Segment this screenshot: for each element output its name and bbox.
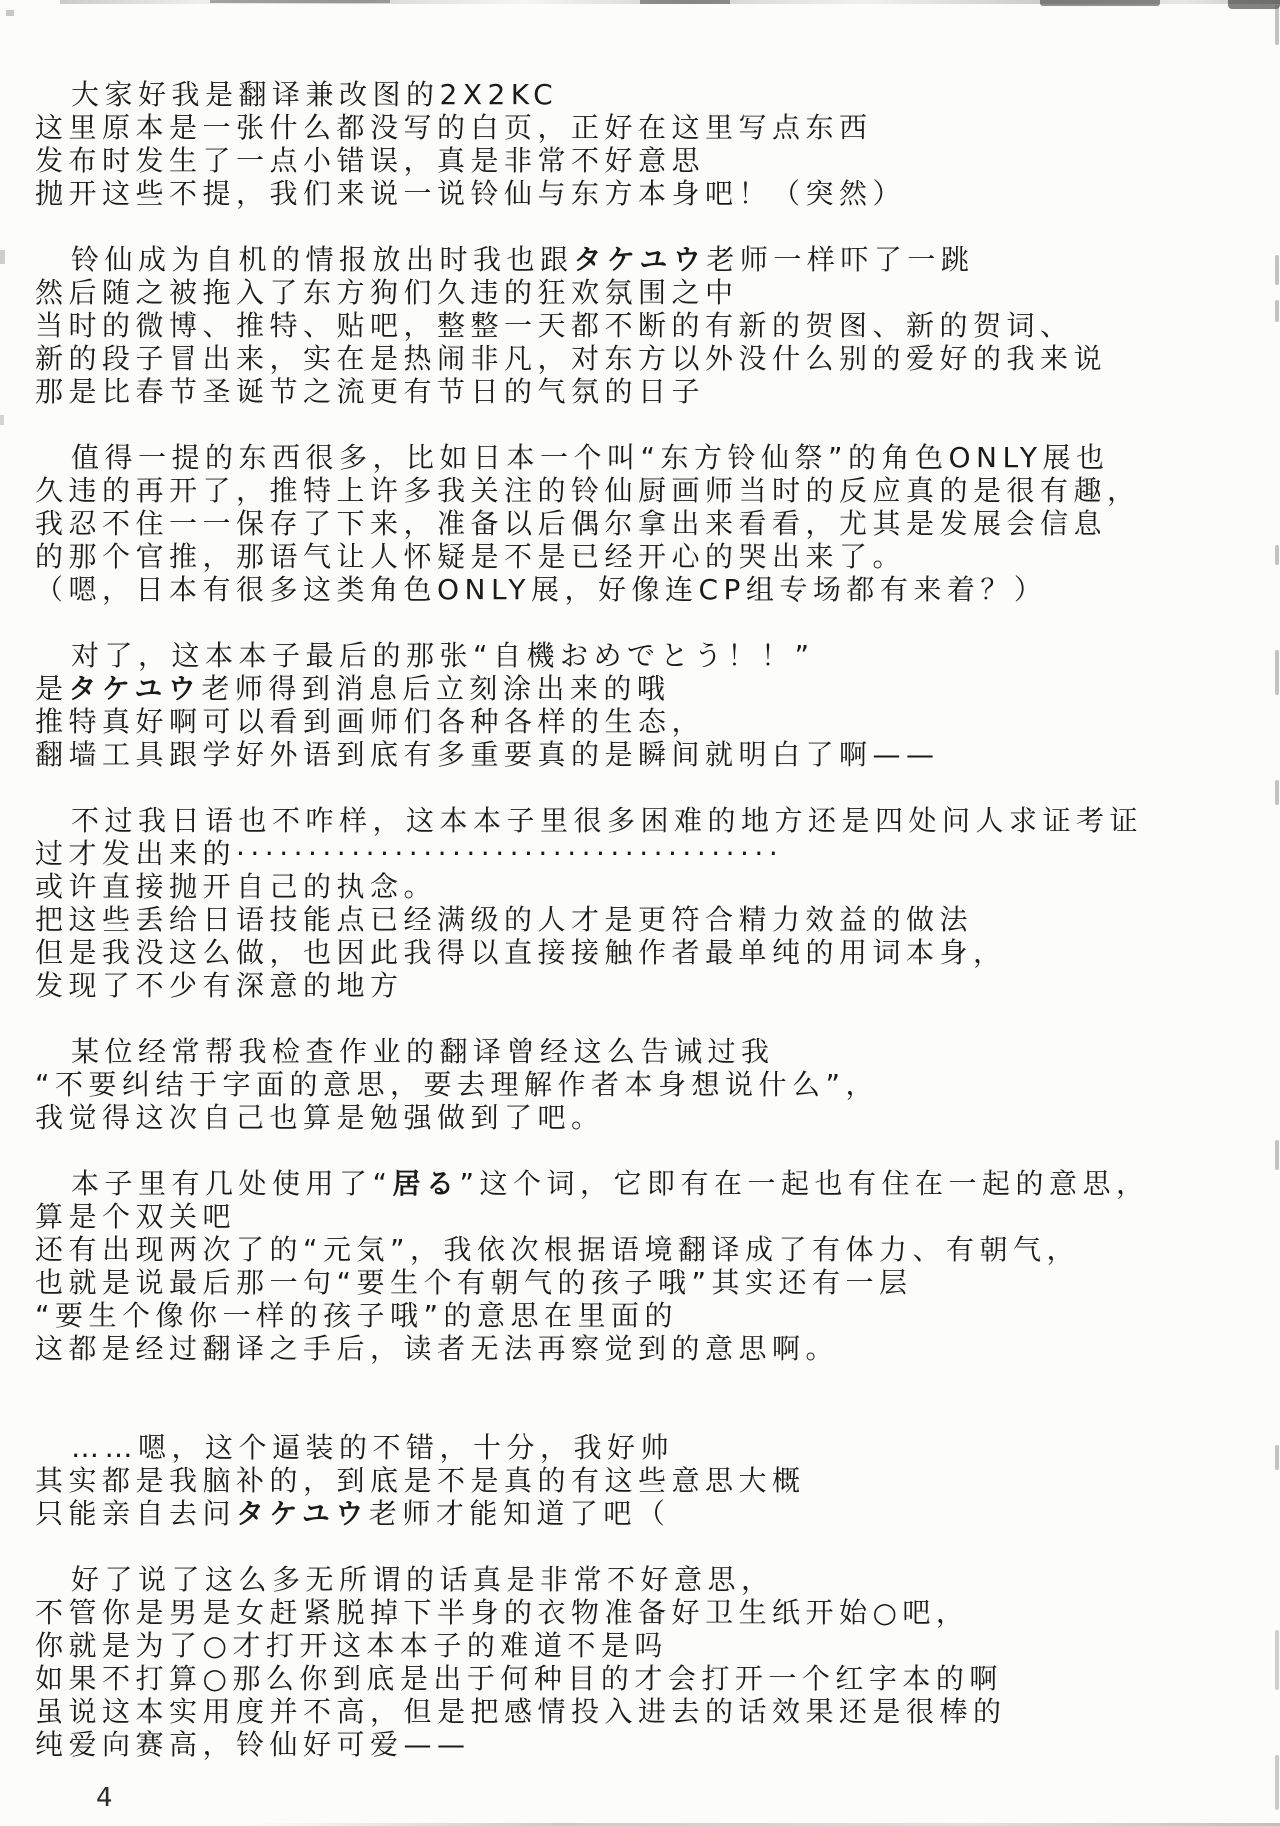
text-segment: 我觉得这次自己也算是勉强做到了吧。 [35, 1101, 605, 1134]
scan-artifact-top-chunk [640, 0, 730, 4]
text-segment: 然后随之被拖入了东方狗们久违的狂欢氛围之中 [35, 276, 739, 309]
paragraph [35, 1035, 1275, 1134]
text-segment: 老师一样吓了一跳 [706, 243, 975, 276]
scan-artifact-right-edge [1275, 650, 1279, 695]
text-line [35, 78, 1275, 111]
scan-artifact-right-edge [1275, 5, 1279, 45]
scan-artifact-right-edge [1275, 1630, 1279, 1690]
text-line [35, 1035, 1275, 1068]
scan-artifact-right-edge [1275, 255, 1279, 285]
scan-artifact-top-chunk [210, 0, 390, 3]
paragraph [35, 243, 1275, 408]
paragraph [35, 441, 1275, 606]
text-segment: 其实都是我脑补的，到底是不是真的有这些意思大概 [35, 1464, 806, 1497]
text-line [35, 375, 1275, 408]
scan-artifact-left-speck [6, 10, 14, 16]
text-segment: （嗯，日本有很多这类角色ONLY展，好像连CP组专场都有来着？） [35, 573, 1048, 606]
text-segment: 铃仙成为自机的情报放出时我也跟 [71, 243, 574, 276]
text-segment: 纯爱向赛高，铃仙好可爱—— [35, 1728, 471, 1761]
text-segment: ”这个词，它即有在一起也有住在一起的意思， [459, 1167, 1150, 1200]
text-segment: 还有出现两次了的“元気”，我依次根据语境翻译成了有体力、有朝气， [35, 1233, 1081, 1266]
text-line [35, 903, 1275, 936]
text-line [35, 441, 1275, 474]
text-line [35, 1629, 1275, 1662]
text-line [35, 1332, 1275, 1365]
text-line [35, 1464, 1275, 1497]
text-segment: 新的段子冒出来，实在是热闹非凡，对东方以外没什么别的爱好的我来说 [35, 342, 1108, 375]
emphasized-text: 居る [392, 1167, 460, 1200]
text-line [35, 1266, 1275, 1299]
text-line [35, 1728, 1275, 1761]
text-line [35, 837, 1275, 870]
paragraph [35, 78, 1275, 210]
text-segment: 但是我没这么做，也因此我得以直接接触作者最单纯的用词本身， [35, 936, 1007, 969]
paragraph [35, 804, 1275, 1002]
text-line [35, 1662, 1275, 1695]
text-segment: 久违的再开了，推特上许多我关注的铃仙厨画师当时的反应真的是很有趣， [35, 474, 1141, 507]
text-line [35, 276, 1275, 309]
text-segment: 如果不打算○那么你到底是出于何种目的才会打开一个红字本的啊 [35, 1662, 1003, 1695]
text-line [35, 474, 1275, 507]
text-segment: 的那个官推，那语气让人怀疑是不是已经开心的哭出来了。 [35, 540, 907, 573]
text-line [35, 639, 1275, 672]
scan-artifact-right-edge [1275, 780, 1279, 805]
text-line [35, 804, 1275, 837]
text-segment: 发布时发生了一点小错误，真是非常不好意思 [35, 144, 706, 177]
text-segment: ……嗯，这个逼装的不错，十分，我好帅 [71, 1431, 675, 1464]
text-segment: 虽说这本实用度并不高，但是把感情投入进去的话效果还是很棒的 [35, 1695, 1007, 1728]
text-segment: “不要纠结于字面的意思，要去理解作者本身想说什么”， [35, 1068, 880, 1101]
text-line [35, 1431, 1275, 1464]
emphasized-text: タケユウ [68, 672, 202, 705]
scan-artifact-right-edge [1275, 545, 1279, 565]
text-segment: 过才发出来的······································ [35, 837, 784, 870]
paragraph [35, 1167, 1275, 1365]
text-segment: 不管你是男是女赶紧脱掉下半身的衣物准备好卫生纸开始○吧， [35, 1596, 970, 1629]
text-segment: 老师才能知道了吧（ [368, 1497, 671, 1530]
text-segment: 某位经常帮我检查作业的翻译曾经这么告诫过我 [71, 1035, 775, 1068]
text-segment: 老师得到消息后立刻涂出来的哦 [201, 672, 671, 705]
text-segment: “要生个像你一样的孩子哦”的意思在里面的 [35, 1299, 679, 1332]
text-line [35, 177, 1275, 210]
text-line [35, 870, 1275, 903]
text-segment: 大家好我是翻译兼改图的2X2KC [71, 78, 559, 111]
emphasized-text: タケユウ [573, 243, 707, 276]
text-segment: 好了说了这么多无所谓的话真是非常不好意思， [71, 1563, 775, 1596]
text-line [35, 111, 1275, 144]
scan-artifact-right-edge [1275, 1140, 1279, 1170]
text-line [35, 1497, 1275, 1530]
text-segment: 这里原本是一张什么都没写的白页，正好在这里写点东西 [35, 111, 873, 144]
text-segment: 发现了不少有深意的地方 [35, 969, 404, 1002]
text-line [35, 507, 1275, 540]
text-segment: 把这些丢给日语技能点已经满级的人才是更符合精力效益的做法 [35, 903, 974, 936]
text-line [35, 672, 1275, 705]
text-segment: 也就是说最后那一句“要生个有朝气的孩子哦”其实还有一层 [35, 1266, 913, 1299]
text-line [35, 144, 1275, 177]
text-line [35, 1563, 1275, 1596]
text-segment: 不过我日语也不咋样，这本本子里很多困难的地方还是四处问人求证考证 [71, 804, 1144, 837]
text-line [35, 573, 1275, 606]
text-line [35, 1068, 1275, 1101]
text-segment: 这都是经过翻译之手后，读者无法再察觉到的意思啊。 [35, 1332, 840, 1365]
text-line [35, 969, 1275, 1002]
scan-artifact-left-speck [0, 250, 5, 264]
text-segment: 我忍不住一一保存了下来，准备以后偶尔拿出来看看，尤其是发展会信息 [35, 507, 1108, 540]
text-line [35, 1167, 1275, 1200]
text-segment: 对了，这本本子最后的那张“自機おめでとう！！” [71, 639, 815, 672]
paragraph [35, 1431, 1275, 1530]
text-line [35, 309, 1275, 342]
text-segment: 推特真好啊可以看到画师们各种各样的生态， [35, 705, 706, 738]
paragraph [35, 1563, 1275, 1761]
scan-artifact-top-chunk [1228, 0, 1280, 9]
text-line [35, 936, 1275, 969]
text-line [35, 243, 1275, 276]
text-line [35, 1233, 1275, 1266]
text-segment: 翻墙工具跟学好外语到底有多重要真的是瞬间就明白了啊—— [35, 738, 940, 771]
text-segment: 抛开这些不提，我们来说一说铃仙与东方本身吧！（突然） [35, 177, 907, 210]
text-segment: 那是比春节圣诞节之流更有节日的气氛的日子 [35, 375, 706, 408]
scan-artifact-top-chunk [1040, 0, 1160, 6]
text-line [35, 1101, 1275, 1134]
scan-artifact-top-edge [60, 0, 1280, 4]
scan-artifact-right-edge [1275, 300, 1279, 322]
text-line [35, 540, 1275, 573]
text-line [35, 738, 1275, 771]
text-line [35, 1596, 1275, 1629]
text-line [35, 1200, 1275, 1233]
text-segment: 当时的微博、推特、贴吧，整整一天都不断的有新的贺图、新的贺词、 [35, 309, 1074, 342]
text-line [35, 1695, 1275, 1728]
scan-artifact-right-edge [1275, 1445, 1279, 1470]
afterword-text [35, 78, 1275, 1761]
text-segment: 只能亲自去问 [35, 1497, 237, 1530]
emphasized-text: タケユウ [236, 1497, 369, 1530]
text-line [35, 705, 1275, 738]
text-segment: 是 [35, 672, 69, 705]
scan-artifact-left-speck [0, 415, 4, 425]
text-line [35, 342, 1275, 375]
text-segment: 你就是为了○才打开这本本子的难道不是吗 [35, 1629, 668, 1662]
paragraph [35, 639, 1275, 771]
text-segment: 算是个双关吧 [35, 1200, 237, 1233]
text-segment: 值得一提的东西很多，比如日本一个叫“东方铃仙祭”的角色ONLY展也 [71, 441, 1110, 474]
text-segment: 本子里有几处使用了“ [71, 1167, 393, 1200]
page-number: 4 [96, 1783, 113, 1813]
scan-artifact-right-edge [1275, 1755, 1279, 1810]
text-segment: 或许直接抛开自己的执念。 [35, 870, 438, 903]
text-line [35, 1299, 1275, 1332]
